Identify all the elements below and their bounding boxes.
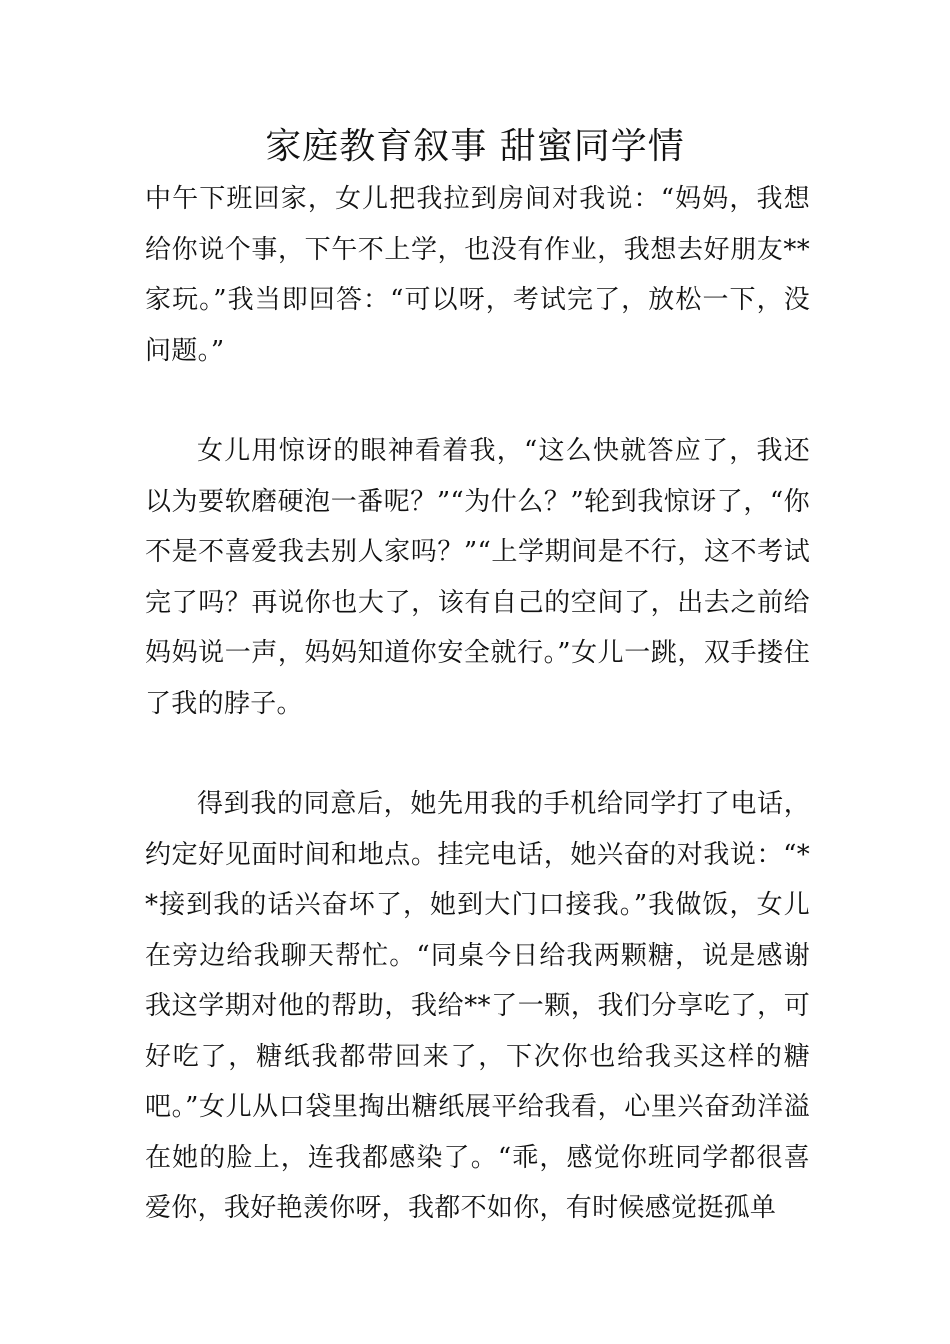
document-body <box>145 174 810 1234</box>
document-title: 家庭教育叙事 甜蜜同学情 <box>265 126 685 167</box>
paragraph-gap <box>145 729 810 779</box>
paragraph-1: 中午下班回家，女儿把我拉到房间对我说：“妈妈，我想给你说个事，下午不上学，也没有作业，我想去好朋友**家玩。”我当即回答：“可以呀，考试完了，放松一下，没问题。” <box>145 184 810 366</box>
paragraph-2: 女儿用惊讶的眼神看着我，“这么快就答应了，我还以为要软磨硬泡一番呢？”“为什么？”轮到我惊讶了，“你不是不喜爱我去别人家吗？”“上学期间是不行，这不考试完了吗？再说你也大了，该有自己的空间了，出去之前给妈妈说一声，妈妈知道你安全就行。”女儿一跳，双手搂住了我的脖子。 <box>145 436 810 719</box>
paragraph-3: 得到我的同意后，她先用我的手机给同学打了电话，约定好见面时间和地点。挂完电话，她兴奋的对我说：“**接到我的话兴奋坏了，她到大门口接我。”我做饭，女儿在旁边给我聊天帮忙。“同桌今日给我两颗糖，说是感谢我这学期对他的帮助，我给**了一颗，我们分享吃了，可好吃了，糖纸我都带回来了，下次你也给我买这样的糖吧。”女儿从口袋里掏出糖纸展平给我看，心里兴奋劲洋溢在她的脸上，连我都感染了。“乖，感觉你班同学都很喜爱你，我好艳羡你呀，我都不如你，有时候感觉挺孤单 <box>145 789 810 1223</box>
paragraph-gap <box>145 376 810 426</box>
